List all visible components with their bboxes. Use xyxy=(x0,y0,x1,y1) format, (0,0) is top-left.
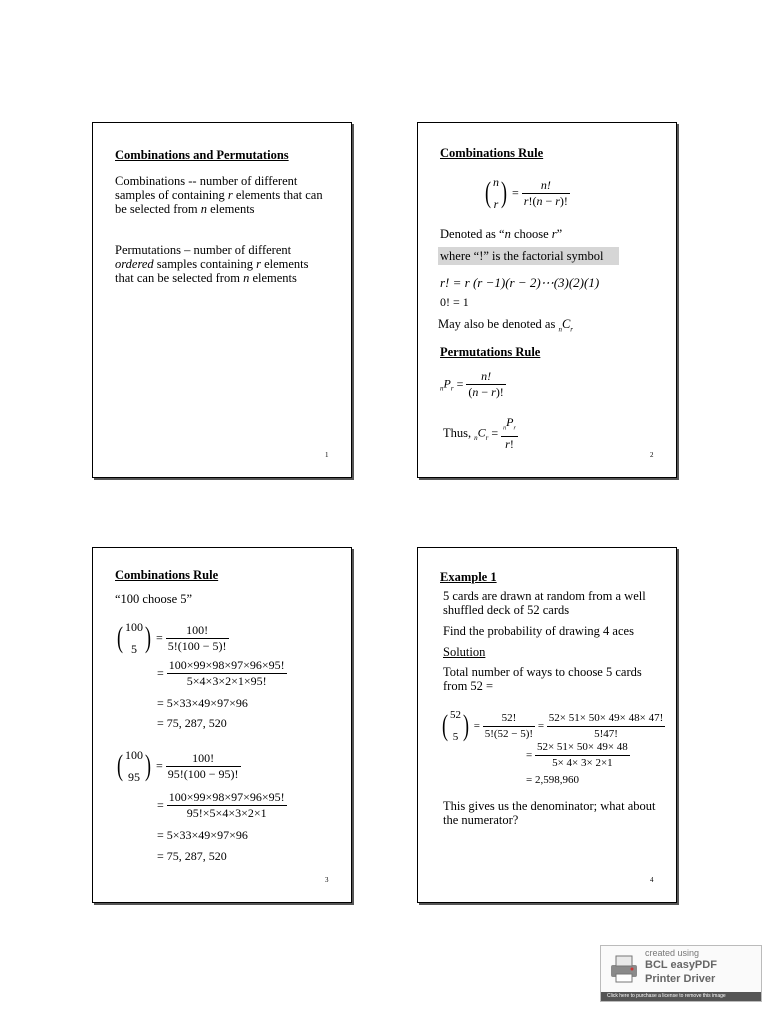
combinations-line-1: Combinations -- number of different xyxy=(115,174,298,188)
equation-1: ( 100 5 ) = $\frac{100!}{5!(100 - 5)!}$ xyxy=(117,620,227,656)
example-line-6: This gives us the denominator; what about xyxy=(443,799,656,813)
equation-2-result: = 75, 287, 520 xyxy=(157,849,227,863)
equation-2-step-2: = $\frac{100\times 99\times 98\times 97\times 96\times 95!}{95!\times 5\times 4\times 3\times 2\times 1}$ xyxy=(157,790,285,820)
combinations-line-3: be selected from n elements xyxy=(115,202,255,216)
permutations-line-2: ordered samples containing r elements xyxy=(115,257,309,271)
example-equation-step-2: = $\frac{52\times 51\times 50\times 49\times 48}{5\times 4\times 3\times 2\times 1}$ xyxy=(526,741,628,769)
easypdf-watermark[interactable] xyxy=(600,945,762,1002)
slide-1 xyxy=(92,122,352,478)
watermark-line-3: Printer Driver xyxy=(645,973,716,985)
page-number: 3 xyxy=(325,876,329,884)
thus-formula: Thus, $_nC_r$ = $\frac{_nP_r}{r!}$ xyxy=(443,415,516,452)
example-line-1: 5 cards are drawn at random from a well xyxy=(443,589,646,603)
example-line-4: Total number of ways to choose 5 cards xyxy=(443,665,642,679)
example-equation: ( 52 5 ) = $\frac{52!}{5!(52 - 5)!}$ = $\frac{52\times 51\times 50\times 49\times 48\times 47!}{5!47!}$ xyxy=(442,709,664,743)
factorial-note: where “!” is the factorial symbol xyxy=(438,247,619,265)
page-number: 4 xyxy=(650,876,654,884)
also-denoted: May also be denoted as $_nC_r$ xyxy=(438,317,574,334)
slide-2 xyxy=(417,122,677,478)
equation-2: ( 100 95 ) = $\frac{100!}{95!(100 - 95)!}$ xyxy=(117,748,239,784)
permutation-formula: $_nP_r$ = $\frac{n!}{(n - r)!}$ xyxy=(440,369,504,399)
watermark-purchase-bar[interactable]: Click here to purchase a license to remove this image xyxy=(601,992,761,1001)
solution-label: Solution xyxy=(443,645,486,659)
slide-4-title: Example 1 xyxy=(440,570,497,584)
combinations-line-2: samples of containing r elements that can xyxy=(115,188,323,202)
equation-1-result: = 75, 287, 520 xyxy=(157,716,227,730)
printer-icon xyxy=(607,952,641,986)
example-line-3: Find the probability of drawing 4 aces xyxy=(443,624,634,638)
slide-3 xyxy=(92,547,352,903)
watermark-line-1: created using xyxy=(645,948,700,958)
watermark-line-2: BCL easyPDF xyxy=(645,959,717,971)
denoted-as: Denoted as “n choose r” xyxy=(440,227,563,241)
slide-3-title: Combinations Rule xyxy=(115,568,219,582)
slide-4 xyxy=(417,547,677,903)
factorial-definition: r! = r (r −1)(r − 2)⋯(3)(2)(1) xyxy=(440,275,600,290)
page-number: 2 xyxy=(650,451,654,459)
equation-2-step-3: = 5×33×49×97×96 xyxy=(157,828,248,842)
example-line-2: shuffled deck of 52 cards xyxy=(443,603,570,617)
permutations-line-3: that can be selected from n elements xyxy=(115,271,297,285)
equation-1-step-3: = 5×33×49×97×96 xyxy=(157,696,248,710)
example-result: = 2,598,960 xyxy=(526,774,579,786)
permutations-rule-title: Permutations Rule xyxy=(440,345,541,359)
example-line-5: from 52 = xyxy=(443,679,494,693)
permutations-line-1: Permutations – number of different xyxy=(115,243,292,257)
example-line-7: the numerator? xyxy=(443,813,519,827)
slide-1-title: Combinations and Permutations xyxy=(115,148,289,162)
choose-quote: “100 choose 5” xyxy=(115,592,193,606)
equation-1-step-2: = $\frac{100\times 99\times 98\times 97\times 96\times 95!}{5\times 4\times 3\times 2\times 1\times 95!}$ xyxy=(157,658,285,688)
combination-formula: ( n r ) = $\frac{n!}{r!(n - r)!}$ xyxy=(485,175,568,211)
slide-2-title: Combinations Rule xyxy=(440,146,544,160)
zero-factorial: 0! = 1 xyxy=(440,295,469,309)
page-number: 1 xyxy=(325,451,329,459)
